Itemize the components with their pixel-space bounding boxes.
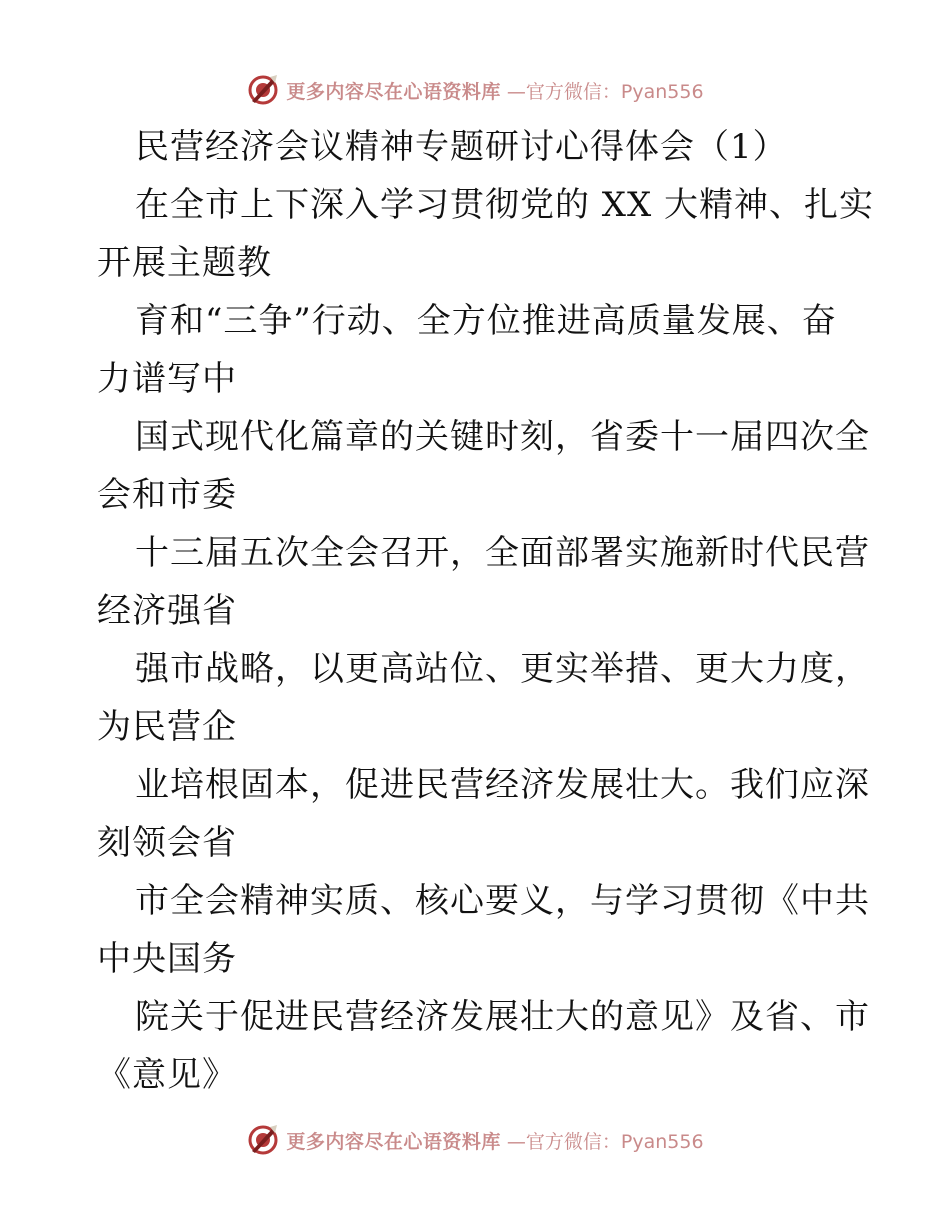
text-line: 《意见》 [97, 1055, 237, 1095]
watermark-wechat-text: —官方微信：Pyan556 [506, 1130, 704, 1153]
text-line: 经济强省 [97, 591, 237, 631]
text-line: 力谱写中 [97, 359, 237, 399]
text-line: 开展主题教 [97, 243, 272, 283]
text-line: 国式现代化篇章的关键时刻，省委十一届四次全 [135, 417, 870, 457]
header-watermark [0, 70, 950, 110]
text-line: 业培根固本，促进民营经济发展壮大。我们应深 [135, 765, 870, 805]
text-line: 院关于促进民营经济发展壮大的意见》及省、市 [135, 997, 870, 1037]
footer-watermark [0, 1120, 950, 1160]
document-title: 民营经济会议精神专题研讨心得体会（1） [135, 127, 788, 167]
document-body [97, 118, 875, 1104]
quill-logo-icon [246, 1123, 280, 1157]
text-line: 强市战略，以更高站位、更实举措、更大力度， [135, 649, 870, 689]
text-line: 为民营企 [97, 707, 237, 747]
watermark-main-text: 更多内容尽在心语资料库 [286, 1130, 501, 1153]
quill-logo-icon [246, 73, 280, 107]
text-line: 育和“三争”行动、全方位推进高质量发展、奋 [135, 301, 837, 341]
text-line: 市全会精神实质、核心要义，与学习贯彻《中共 [135, 881, 870, 921]
text-line: 在全市上下深入学习贯彻党的 XX 大精神、扎实 [135, 185, 875, 225]
text-line: 刻领会省 [97, 823, 237, 863]
watermark-wechat-text: —官方微信：Pyan556 [506, 80, 704, 103]
watermark-main-text: 更多内容尽在心语资料库 [286, 80, 501, 103]
text-line: 会和市委 [97, 475, 237, 515]
text-line: 十三届五次全会召开，全面部署实施新时代民营 [135, 533, 870, 573]
text-line: 中央国务 [97, 939, 237, 979]
